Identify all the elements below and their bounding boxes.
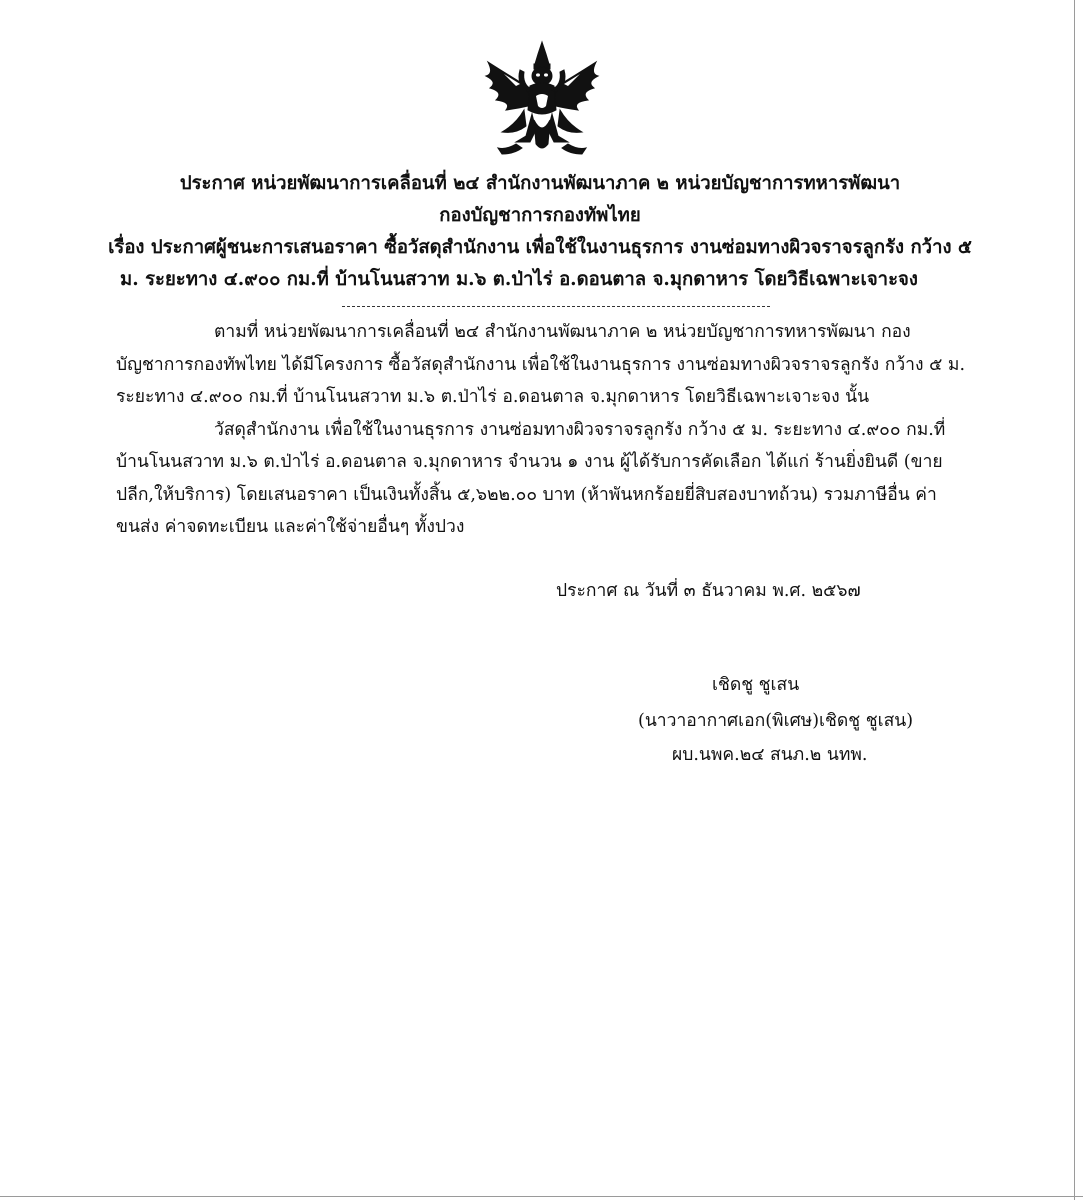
paragraph-1-line: บัญชาการกองทัพไทย ได้มีโครงการ ซื้อวัสดุสำนักงาน เพื่อใช้ในงานธุรการ งานซ่อมทางผิวจราจรลูกรัง กว้าง ๕ ม. — [116, 354, 966, 375]
announcement-title-line-1: ประกาศ หน่วยพัฒนาการเคลื่อนที่ ๒๔ สำนักงานพัฒนาภาค ๒ หน่วยบัญชาการทหารพัฒนา — [179, 173, 901, 194]
paragraph-2-line: ปลีก,ให้บริการ) โดยเสนอราคา เป็นเงินทั้งสิ้น ๕,๖๒๒.๐๐ บาท (ห้าพันหกร้อยยี่สิบสองบาทถ้วน) รวมภาษีอื่น ค่า — [116, 484, 937, 505]
announcement-title-line-2: กองบัญชาการกองทัพไทย — [439, 205, 641, 226]
paragraph-2-line: ขนส่ง ค่าจดทะเบียน และค่าใช้จ่ายอื่นๆ ทั้งปวง — [116, 517, 465, 537]
announcement-header — [60, 168, 1020, 296]
page-border-right — [1074, 0, 1075, 1200]
paragraph-2-line: บ้านโนนสวาท ม.๖ ต.ป่าไร่ อ.ดอนตาล จ.มุกดาหาร จำนวน ๑ งาน ผู้ได้รับการคัดเลือก ได้แก่ ร้านยิ่งยินดี (ขาย — [116, 452, 943, 472]
paragraph-1-line: ระยะทาง ๔.๙๐๐ กม.ที่ บ้านโนนสวาท ม.๖ ต.ป่าไร่ อ.ดอนตาล จ.มุกดาหาร โดยวิธีเฉพาะเจาะจง นั้น — [116, 387, 870, 407]
signatory-full-name: (นาวาอากาศเอก(พิเศษ)เชิดชู ชูเสน) — [638, 711, 914, 731]
announcement-date: ประกาศ ณ วันที่ ๓ ธันวาคม พ.ศ. ๒๕๖๗ — [556, 581, 861, 601]
paragraph-2-line: วัสดุสำนักงาน เพื่อใช้ในงานธุรการ งานซ่อมทางผิวจราจรลูกรัง กว้าง ๕ ม. ระยะทาง ๔.๙๐๐ กม.ที่ — [214, 419, 946, 440]
signatory-position: ผบ.นพค.๒๔ สนภ.๒ นทพ. — [672, 745, 868, 765]
subject-line-1: เรื่อง ประกาศผู้ชนะการเสนอราคา ซื้อวัสดุสำนักงาน เพื่อใช้ในงานธุรการ งานซ่อมทางผิวจราจรลูกรัง กว้าง ๕ — [108, 237, 972, 258]
announcement-body — [116, 316, 976, 544]
page-border-bottom — [0, 1196, 1083, 1197]
paragraph-1-line: ตามที่ หน่วยพัฒนาการเคลื่อนที่ ๒๔ สำนักงานพัฒนาภาค ๒ หน่วยบัญชาการทหารพัฒนา กอง — [214, 322, 911, 342]
header-divider — [342, 306, 770, 307]
subject-line-2: ม. ระยะทาง ๔.๙๐๐ กม.ที่ บ้านโนนสวาท ม.๖ ต.ป่าไร่ อ.ดอนตาล จ.มุกดาหาร โดยวิธีเฉพาะเจาะจง — [120, 269, 918, 290]
garuda-emblem-icon — [476, 40, 608, 162]
signature-name: เชิดชู ชูเสน — [712, 675, 800, 695]
